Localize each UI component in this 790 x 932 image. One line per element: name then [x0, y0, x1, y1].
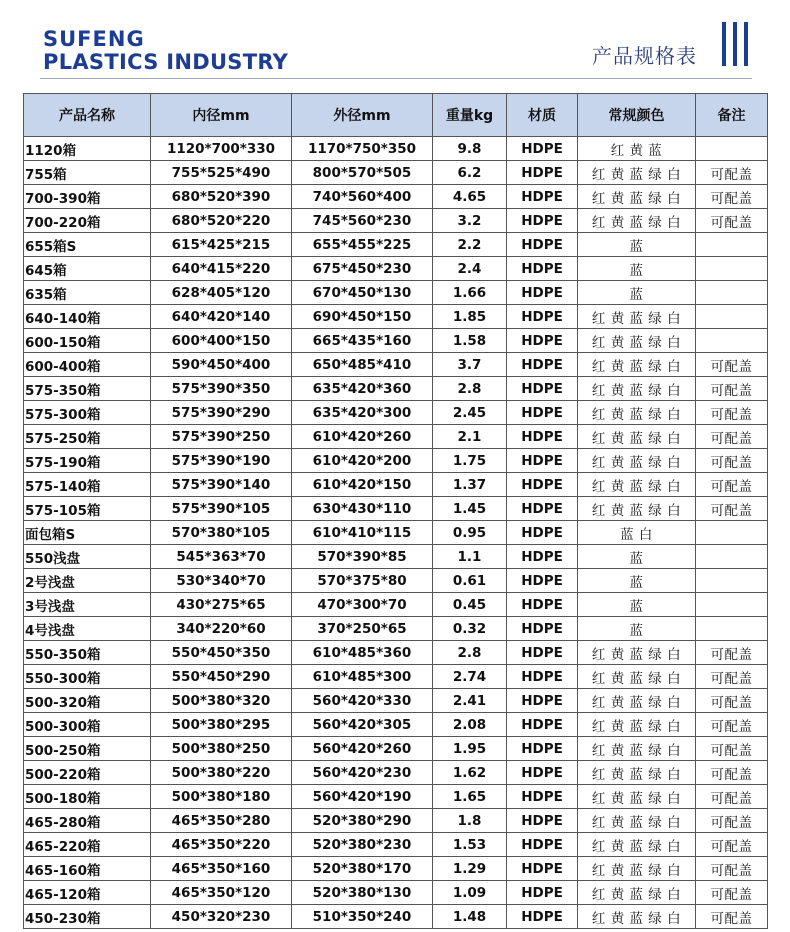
cell-inner-dim: 1120*700*330 [151, 137, 292, 161]
cell-product-name: 655箱S [24, 233, 151, 257]
cell-note [696, 329, 768, 353]
cell-note: 可配盖 [696, 761, 768, 785]
cell-material: HDPE [507, 353, 578, 377]
cell-material: HDPE [507, 761, 578, 785]
cell-outer-dim: 560*420*260 [292, 737, 433, 761]
table-row [24, 497, 768, 521]
cell-material: HDPE [507, 737, 578, 761]
table-row [24, 521, 768, 545]
cell-material: HDPE [507, 617, 578, 641]
cell-outer-dim: 655*455*225 [292, 233, 433, 257]
cell-colors: 红 黄 蓝 绿 白 [578, 329, 696, 353]
cell-weight: 2.2 [433, 233, 507, 257]
cell-inner-dim: 575*390*190 [151, 449, 292, 473]
cell-outer-dim: 610*485*360 [292, 641, 433, 665]
cell-colors: 红 黄 蓝 绿 白 [578, 401, 696, 425]
cell-colors: 红 黄 蓝 绿 白 [578, 425, 696, 449]
cell-product-name: 640-140箱 [24, 305, 151, 329]
cell-material: HDPE [507, 137, 578, 161]
cell-weight: 1.62 [433, 761, 507, 785]
cell-outer-dim: 510*350*240 [292, 905, 433, 929]
cell-material: HDPE [507, 689, 578, 713]
cell-inner-dim: 628*405*120 [151, 281, 292, 305]
cell-material: HDPE [507, 401, 578, 425]
cell-weight: 0.61 [433, 569, 507, 593]
cell-product-name: 645箱 [24, 257, 151, 281]
cell-note [696, 617, 768, 641]
cell-material: HDPE [507, 497, 578, 521]
cell-note [696, 305, 768, 329]
cell-inner-dim: 575*390*290 [151, 401, 292, 425]
cell-weight: 1.09 [433, 881, 507, 905]
cell-product-name: 550-350箱 [24, 641, 151, 665]
cell-outer-dim: 560*420*230 [292, 761, 433, 785]
cell-outer-dim: 520*380*230 [292, 833, 433, 857]
table-row [24, 329, 768, 353]
cell-colors: 红 黄 蓝 绿 白 [578, 665, 696, 689]
cell-outer-dim: 610*420*150 [292, 473, 433, 497]
table-row [24, 353, 768, 377]
cell-weight: 1.48 [433, 905, 507, 929]
cell-material: HDPE [507, 305, 578, 329]
cell-product-name: 500-320箱 [24, 689, 151, 713]
cell-inner-dim: 465*350*120 [151, 881, 292, 905]
cell-colors: 红 黄 蓝 绿 白 [578, 641, 696, 665]
cell-colors: 红 黄 蓝 绿 白 [578, 353, 696, 377]
cell-inner-dim: 575*390*105 [151, 497, 292, 521]
cell-material: HDPE [507, 521, 578, 545]
table-row [24, 593, 768, 617]
table-header-row [24, 94, 768, 137]
cell-product-name: 465-220箱 [24, 833, 151, 857]
cell-note: 可配盖 [696, 377, 768, 401]
brand-line-1: SUFENG [43, 27, 145, 51]
cell-note: 可配盖 [696, 185, 768, 209]
cell-colors: 红 黄 蓝 绿 白 [578, 737, 696, 761]
table-row [24, 185, 768, 209]
cell-product-name: 500-250箱 [24, 737, 151, 761]
cell-note [696, 521, 768, 545]
cell-note: 可配盖 [696, 737, 768, 761]
cell-outer-dim: 560*420*305 [292, 713, 433, 737]
cell-product-name: 575-300箱 [24, 401, 151, 425]
cell-weight: 1.53 [433, 833, 507, 857]
table-row [24, 137, 768, 161]
table-row [24, 713, 768, 737]
cell-note [696, 593, 768, 617]
cell-material: HDPE [507, 665, 578, 689]
cell-material: HDPE [507, 233, 578, 257]
cell-material: HDPE [507, 329, 578, 353]
cell-material: HDPE [507, 881, 578, 905]
cell-note: 可配盖 [696, 905, 768, 929]
cell-weight: 0.95 [433, 521, 507, 545]
cell-outer-dim: 1170*750*350 [292, 137, 433, 161]
cell-note: 可配盖 [696, 713, 768, 737]
cell-weight: 6.2 [433, 161, 507, 185]
table-row [24, 617, 768, 641]
table-row [24, 305, 768, 329]
cell-weight: 3.7 [433, 353, 507, 377]
cell-weight: 2.8 [433, 377, 507, 401]
cell-outer-dim: 800*570*505 [292, 161, 433, 185]
table-row [24, 761, 768, 785]
cell-product-name: 1120箱 [24, 137, 151, 161]
cell-weight: 1.29 [433, 857, 507, 881]
cell-colors: 红 黄 蓝 绿 白 [578, 449, 696, 473]
cell-inner-dim: 465*350*280 [151, 809, 292, 833]
table-row [24, 209, 768, 233]
table-row [24, 281, 768, 305]
header-divider [40, 78, 752, 79]
cell-colors: 红 黄 蓝 绿 白 [578, 785, 696, 809]
cell-weight: 1.75 [433, 449, 507, 473]
cell-outer-dim: 520*380*290 [292, 809, 433, 833]
cell-outer-dim: 370*250*65 [292, 617, 433, 641]
cell-inner-dim: 465*350*160 [151, 857, 292, 881]
cell-inner-dim: 575*390*140 [151, 473, 292, 497]
cell-product-name: 575-350箱 [24, 377, 151, 401]
cell-product-name: 2号浅盘 [24, 569, 151, 593]
cell-note [696, 281, 768, 305]
cell-note: 可配盖 [696, 809, 768, 833]
header-weight: 重量kg [433, 94, 507, 137]
cell-product-name: 635箱 [24, 281, 151, 305]
table-row [24, 545, 768, 569]
cell-material: HDPE [507, 809, 578, 833]
spec-table [23, 93, 768, 929]
cell-note: 可配盖 [696, 833, 768, 857]
cell-colors: 蓝 [578, 545, 696, 569]
cell-note: 可配盖 [696, 473, 768, 497]
cell-material: HDPE [507, 833, 578, 857]
cell-note: 可配盖 [696, 785, 768, 809]
cell-outer-dim: 560*420*330 [292, 689, 433, 713]
cell-colors: 红 黄 蓝 绿 白 [578, 209, 696, 233]
brand-logo [43, 28, 288, 74]
cell-weight: 2.8 [433, 641, 507, 665]
cell-colors: 红 黄 蓝 绿 白 [578, 857, 696, 881]
cell-outer-dim: 630*430*110 [292, 497, 433, 521]
table-row [24, 473, 768, 497]
cell-weight: 2.41 [433, 689, 507, 713]
cell-colors: 蓝 [578, 281, 696, 305]
cell-outer-dim: 520*380*170 [292, 857, 433, 881]
cell-inner-dim: 500*380*250 [151, 737, 292, 761]
cell-note: 可配盖 [696, 401, 768, 425]
cell-inner-dim: 755*525*490 [151, 161, 292, 185]
cell-inner-dim: 575*390*250 [151, 425, 292, 449]
table-row [24, 569, 768, 593]
table-row [24, 257, 768, 281]
cell-note: 可配盖 [696, 665, 768, 689]
cell-material: HDPE [507, 377, 578, 401]
table-row [24, 665, 768, 689]
cell-inner-dim: 430*275*65 [151, 593, 292, 617]
cell-colors: 红 黄 蓝 绿 白 [578, 161, 696, 185]
cell-inner-dim: 615*425*215 [151, 233, 292, 257]
cell-material: HDPE [507, 641, 578, 665]
table-row [24, 785, 768, 809]
cell-colors: 红 黄 蓝 绿 白 [578, 881, 696, 905]
cell-outer-dim: 610*485*300 [292, 665, 433, 689]
page-title: 产品规格表 [592, 44, 697, 68]
header-material: 材质 [507, 94, 578, 137]
cell-outer-dim: 470*300*70 [292, 593, 433, 617]
cell-colors: 红 黄 蓝 绿 白 [578, 689, 696, 713]
cell-outer-dim: 650*485*410 [292, 353, 433, 377]
cell-outer-dim: 635*420*360 [292, 377, 433, 401]
cell-product-name: 500-300箱 [24, 713, 151, 737]
header-outer-dim: 外径mm [292, 94, 433, 137]
cell-colors: 蓝 [578, 569, 696, 593]
cell-note: 可配盖 [696, 689, 768, 713]
cell-note [696, 569, 768, 593]
cell-outer-dim: 520*380*130 [292, 881, 433, 905]
cell-inner-dim: 500*380*295 [151, 713, 292, 737]
cell-material: HDPE [507, 905, 578, 929]
cell-weight: 2.08 [433, 713, 507, 737]
cell-material: HDPE [507, 257, 578, 281]
cell-inner-dim: 550*450*290 [151, 665, 292, 689]
cell-outer-dim: 635*420*300 [292, 401, 433, 425]
cell-product-name: 700-390箱 [24, 185, 151, 209]
cell-colors: 蓝 [578, 593, 696, 617]
cell-product-name: 755箱 [24, 161, 151, 185]
cell-outer-dim: 610*410*115 [292, 521, 433, 545]
cell-weight: 1.85 [433, 305, 507, 329]
cell-product-name: 550-300箱 [24, 665, 151, 689]
cell-inner-dim: 550*450*350 [151, 641, 292, 665]
table-row [24, 449, 768, 473]
cell-product-name: 575-190箱 [24, 449, 151, 473]
cell-outer-dim: 610*420*260 [292, 425, 433, 449]
cell-material: HDPE [507, 713, 578, 737]
cell-colors: 蓝 [578, 617, 696, 641]
cell-product-name: 700-220箱 [24, 209, 151, 233]
cell-material: HDPE [507, 425, 578, 449]
cell-material: HDPE [507, 569, 578, 593]
cell-colors: 红 黄 蓝 [578, 137, 696, 161]
cell-inner-dim: 680*520*220 [151, 209, 292, 233]
cell-weight: 2.1 [433, 425, 507, 449]
cell-product-name: 面包箱S [24, 521, 151, 545]
cell-weight: 9.8 [433, 137, 507, 161]
cell-note: 可配盖 [696, 497, 768, 521]
cell-weight: 1.8 [433, 809, 507, 833]
cell-outer-dim: 570*390*85 [292, 545, 433, 569]
cell-product-name: 550浅盘 [24, 545, 151, 569]
cell-inner-dim: 600*400*150 [151, 329, 292, 353]
cell-outer-dim: 610*420*200 [292, 449, 433, 473]
cell-product-name: 600-400箱 [24, 353, 151, 377]
cell-outer-dim: 570*375*80 [292, 569, 433, 593]
cell-weight: 0.45 [433, 593, 507, 617]
cell-colors: 红 黄 蓝 绿 白 [578, 497, 696, 521]
cell-outer-dim: 745*560*230 [292, 209, 433, 233]
cell-inner-dim: 640*415*220 [151, 257, 292, 281]
cell-note: 可配盖 [696, 161, 768, 185]
cell-colors: 红 黄 蓝 绿 白 [578, 761, 696, 785]
cell-colors: 红 黄 蓝 绿 白 [578, 905, 696, 929]
header-note: 备注 [696, 94, 768, 137]
header-colors: 常规颜色 [578, 94, 696, 137]
cell-note: 可配盖 [696, 449, 768, 473]
table-row [24, 641, 768, 665]
table-row [24, 905, 768, 929]
cell-weight: 2.4 [433, 257, 507, 281]
cell-product-name: 575-140箱 [24, 473, 151, 497]
cell-note: 可配盖 [696, 425, 768, 449]
cell-inner-dim: 575*390*350 [151, 377, 292, 401]
table-row [24, 833, 768, 857]
table-row [24, 737, 768, 761]
cell-inner-dim: 640*420*140 [151, 305, 292, 329]
cell-colors: 红 黄 蓝 绿 白 [578, 185, 696, 209]
cell-note [696, 257, 768, 281]
table-row [24, 233, 768, 257]
header-inner-dim: 内径mm [151, 94, 292, 137]
cell-weight: 3.2 [433, 209, 507, 233]
cell-weight: 2.74 [433, 665, 507, 689]
cell-outer-dim: 675*450*230 [292, 257, 433, 281]
cell-outer-dim: 690*450*150 [292, 305, 433, 329]
cell-product-name: 500-180箱 [24, 785, 151, 809]
cell-inner-dim: 500*380*320 [151, 689, 292, 713]
table-row [24, 425, 768, 449]
cell-colors: 红 黄 蓝 绿 白 [578, 377, 696, 401]
cell-weight: 1.65 [433, 785, 507, 809]
cell-colors: 蓝 [578, 257, 696, 281]
cell-weight: 0.32 [433, 617, 507, 641]
cell-material: HDPE [507, 161, 578, 185]
cell-material: HDPE [507, 593, 578, 617]
cell-weight: 1.45 [433, 497, 507, 521]
cell-outer-dim: 670*450*130 [292, 281, 433, 305]
table-row [24, 689, 768, 713]
cell-product-name: 450-230箱 [24, 905, 151, 929]
cell-outer-dim: 560*420*190 [292, 785, 433, 809]
cell-weight: 1.58 [433, 329, 507, 353]
cell-colors: 红 黄 蓝 绿 白 [578, 833, 696, 857]
cell-note: 可配盖 [696, 353, 768, 377]
cell-weight: 1.66 [433, 281, 507, 305]
cell-outer-dim: 665*435*160 [292, 329, 433, 353]
cell-note [696, 545, 768, 569]
cell-inner-dim: 450*320*230 [151, 905, 292, 929]
cell-note: 可配盖 [696, 209, 768, 233]
cell-note [696, 137, 768, 161]
brand-line-2: PLASTICS INDUSTRY [43, 50, 289, 74]
cell-product-name: 575-250箱 [24, 425, 151, 449]
cell-note: 可配盖 [696, 641, 768, 665]
cell-product-name: 465-280箱 [24, 809, 151, 833]
cell-note: 可配盖 [696, 881, 768, 905]
table-row [24, 857, 768, 881]
table-row [24, 881, 768, 905]
cell-colors: 红 黄 蓝 绿 白 [578, 713, 696, 737]
cell-note: 可配盖 [696, 857, 768, 881]
cell-weight: 4.65 [433, 185, 507, 209]
cell-colors: 蓝 白 [578, 521, 696, 545]
cell-colors: 红 黄 蓝 绿 白 [578, 305, 696, 329]
cell-product-name: 3号浅盘 [24, 593, 151, 617]
cell-material: HDPE [507, 449, 578, 473]
cell-colors: 红 黄 蓝 绿 白 [578, 473, 696, 497]
cell-outer-dim: 740*560*400 [292, 185, 433, 209]
cell-inner-dim: 545*363*70 [151, 545, 292, 569]
cell-inner-dim: 680*520*390 [151, 185, 292, 209]
cell-material: HDPE [507, 785, 578, 809]
cell-product-name: 500-220箱 [24, 761, 151, 785]
cell-product-name: 465-160箱 [24, 857, 151, 881]
cell-material: HDPE [507, 473, 578, 497]
cell-weight: 1.95 [433, 737, 507, 761]
cell-inner-dim: 530*340*70 [151, 569, 292, 593]
cell-note [696, 233, 768, 257]
cell-product-name: 575-105箱 [24, 497, 151, 521]
table-row [24, 809, 768, 833]
cell-colors: 红 黄 蓝 绿 白 [578, 809, 696, 833]
cell-inner-dim: 465*350*220 [151, 833, 292, 857]
cell-material: HDPE [507, 857, 578, 881]
cell-inner-dim: 340*220*60 [151, 617, 292, 641]
table-row [24, 161, 768, 185]
cell-inner-dim: 570*380*105 [151, 521, 292, 545]
cell-product-name: 600-150箱 [24, 329, 151, 353]
cell-material: HDPE [507, 185, 578, 209]
cell-weight: 2.45 [433, 401, 507, 425]
cell-material: HDPE [507, 209, 578, 233]
cell-product-name: 4号浅盘 [24, 617, 151, 641]
table-row [24, 377, 768, 401]
cell-product-name: 465-120箱 [24, 881, 151, 905]
cell-material: HDPE [507, 281, 578, 305]
cell-weight: 1.1 [433, 545, 507, 569]
cell-inner-dim: 590*450*400 [151, 353, 292, 377]
cell-weight: 1.37 [433, 473, 507, 497]
cell-inner-dim: 500*380*220 [151, 761, 292, 785]
cell-inner-dim: 500*380*180 [151, 785, 292, 809]
cell-material: HDPE [507, 545, 578, 569]
header-product-name: 产品名称 [24, 94, 151, 137]
table-row [24, 401, 768, 425]
cell-colors: 蓝 [578, 233, 696, 257]
